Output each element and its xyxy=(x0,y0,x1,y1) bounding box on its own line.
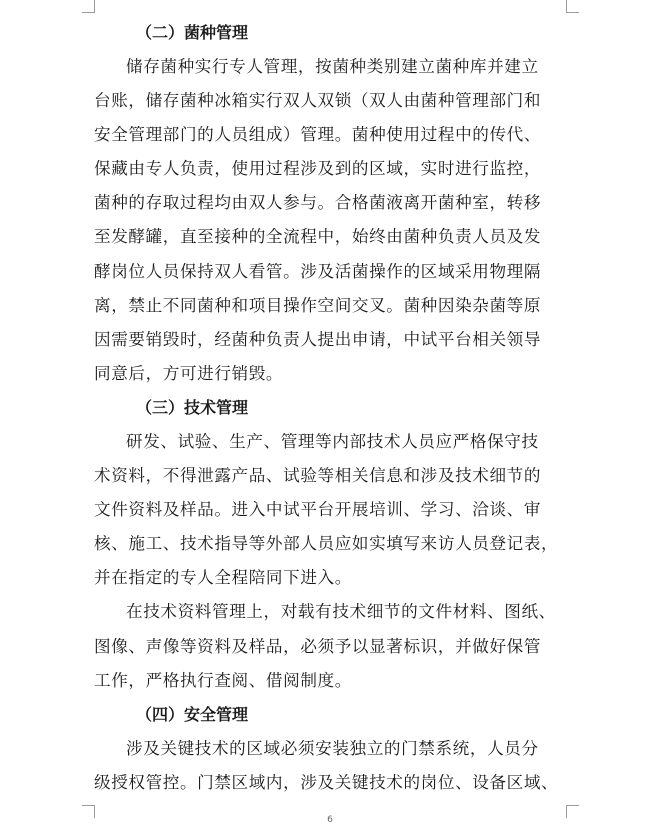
paragraph xyxy=(94,50,566,391)
section xyxy=(94,16,566,391)
paragraph-line: 同意后，方可进行销毁。 xyxy=(94,363,284,383)
paragraph-line: 工作，严格执行查阅、借阅制度。 xyxy=(94,670,352,690)
paragraph-line: 在技术资料管理上，对载有技术细节的文件材料、图纸、 xyxy=(126,602,556,622)
paragraph-line: 保藏由专人负责，使用过程涉及到的区域，实时进行监控， xyxy=(94,159,542,179)
paragraph xyxy=(94,425,566,595)
paragraph xyxy=(94,595,566,697)
paragraph-line: 并在指定的专人全程陪同下进入。 xyxy=(94,568,352,588)
section-heading: （三）技术管理 xyxy=(136,397,249,417)
section xyxy=(94,698,566,800)
paragraph-line: 储存菌种实行专人管理，按菌种类别建立菌种库并建立 xyxy=(126,57,539,76)
paragraph-line: 级授权管控。门禁区域内，涉及关键技术的岗位、设备区域、 xyxy=(94,772,559,792)
paragraph-line: 安全管理部门的人员组成）管理。菌种使用过程中的传代、 xyxy=(94,125,542,145)
section-heading: （四）安全管理 xyxy=(136,704,249,724)
paragraph-line: 菌种的存取过程均由双人参与。合格菌液离开菌种室，转移 xyxy=(94,193,542,213)
paragraph-line: 核、施工、技术指导等外部人员应如实填写来访人员登记表， xyxy=(94,534,559,554)
document-body xyxy=(94,16,566,800)
paragraph-line: 因需要销毁时，经菌种负责人提出申请，中试平台相关领导 xyxy=(94,329,542,349)
paragraph xyxy=(94,732,566,800)
paragraph-line: 术资料，不得泄露产品、试验等相关信息和涉及技术细节的 xyxy=(94,466,542,486)
crop-mark-top-right xyxy=(566,0,579,13)
crop-mark-top-left xyxy=(82,0,95,13)
paragraph-line: 文件资料及样品。进入中试平台开展培训、学习、洽谈、审 xyxy=(94,500,542,520)
page-number: 6 xyxy=(327,815,333,825)
paragraph-line: 研发、试验、生产、管理等内部技术人员应严格保守技 xyxy=(126,431,539,451)
section-heading: （二）菌种管理 xyxy=(136,23,249,42)
paragraph-line: 台账，储存菌种冰箱实行双人双锁（双人由菌种管理部门和 xyxy=(94,91,542,111)
paragraph-line: 酵岗位人员保持双人看管。涉及活菌操作的区域采用物理隔 xyxy=(94,261,542,281)
paragraph-line: 离，禁止不同菌种和项目操作空间交叉。菌种因染杂菌等原 xyxy=(94,295,542,315)
paragraph-line: 至发酵罐，直至接种的全流程中，始终由菌种负责人员及发 xyxy=(94,227,542,247)
paragraph-line: 涉及关键技术的区域必须安装独立的门禁系统，人员分 xyxy=(126,738,539,758)
section xyxy=(94,391,566,698)
paragraph-line: 图像、声像等资料及样品，必须予以显著标识，并做好保管 xyxy=(94,636,542,656)
